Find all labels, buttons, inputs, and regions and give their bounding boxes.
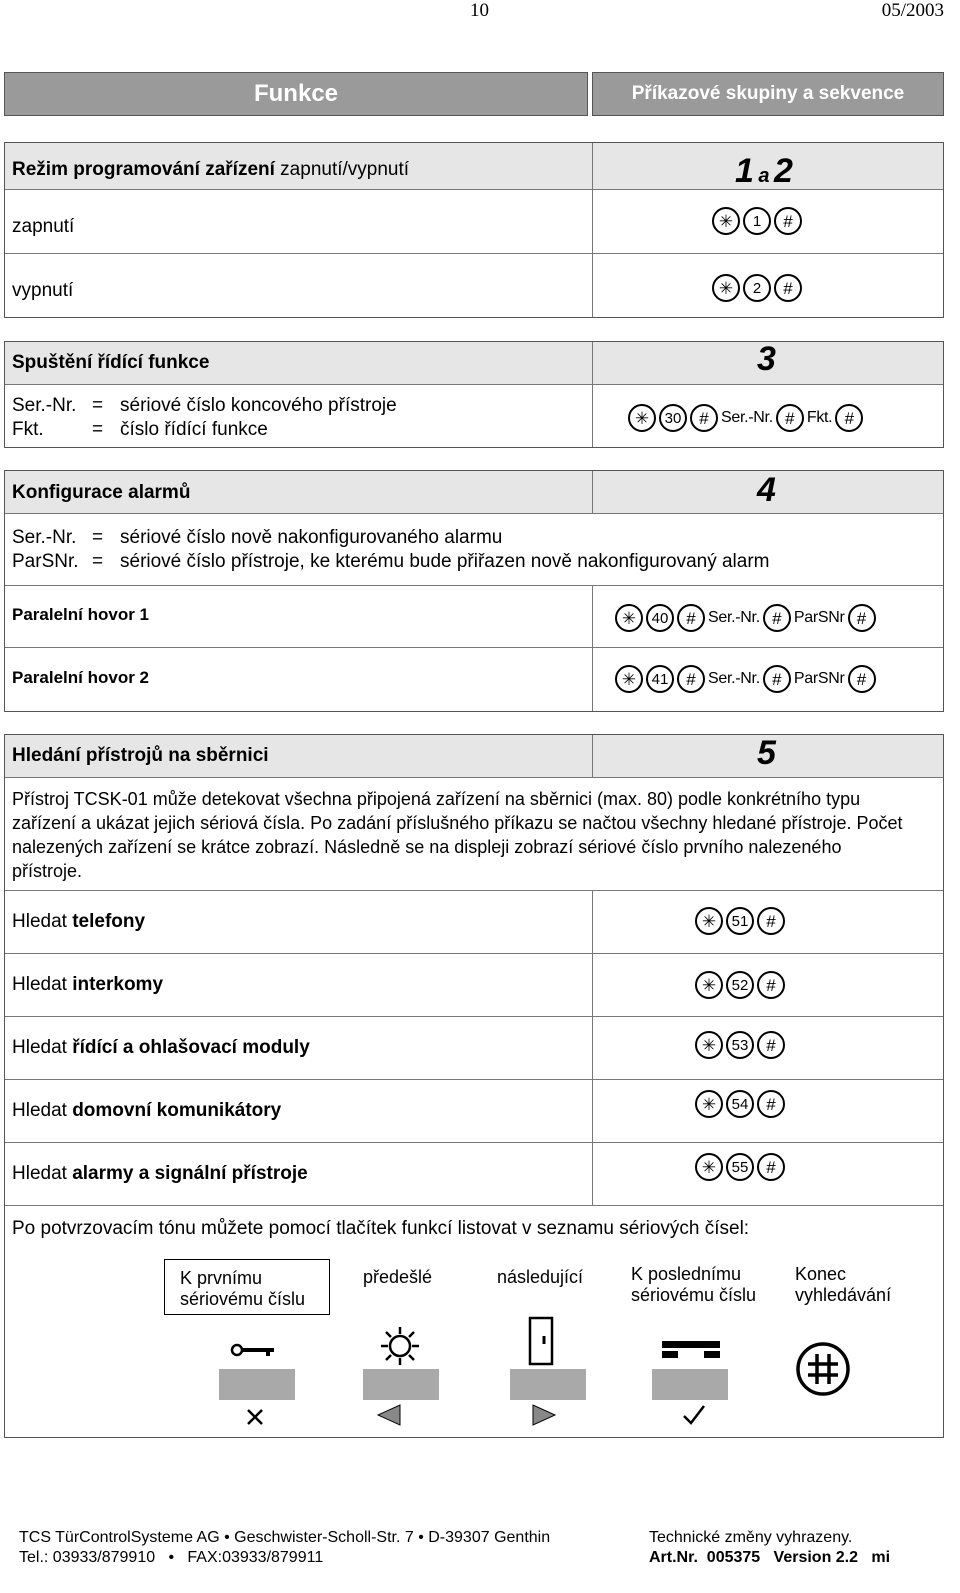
definition-serial: Ser.-Nr. = sériové číslo koncového přístroje Fkt. = číslo řídící funkce — [12, 395, 397, 440]
hash-key-icon: # — [835, 404, 863, 432]
hash-key-icon: # — [677, 665, 705, 693]
search-row-intercoms: Hledat interkomy — [12, 974, 164, 995]
function-button-next[interactable] — [510, 1369, 586, 1400]
group-number-1-2: 1 a 2 — [735, 152, 793, 190]
page-number: 10 — [470, 0, 489, 21]
star-key-icon: ✳ — [695, 907, 723, 935]
hash-key-icon: # — [848, 665, 876, 693]
digit-key: 2 — [743, 274, 771, 302]
digit-key: 54 — [726, 1090, 754, 1118]
section-bus-search-title: Hledání přístrojů na sběrnici — [12, 745, 269, 766]
document-date: 05/2003 — [881, 0, 944, 21]
triangle-left-icon — [376, 1403, 402, 1427]
group-number-3: 3 — [757, 340, 776, 378]
key-sequence-search-phones — [695, 907, 785, 935]
star-key-icon: ✳ — [712, 274, 740, 302]
row-label-on: zapnutí — [12, 216, 75, 237]
door-icon — [528, 1316, 556, 1366]
digit-key: 52 — [726, 971, 754, 999]
star-key-icon: ✳ — [712, 207, 740, 235]
key-sequence-search-door-stations — [695, 1090, 785, 1118]
column-header-commands-label: Příkazové skupiny a sekvence — [631, 83, 905, 104]
row-label-parallel-call-2: Paralelní hovor 2 — [12, 668, 149, 687]
hash-key-icon: # — [774, 274, 802, 302]
star-key-icon: ✳ — [695, 1031, 723, 1059]
hash-key-icon: # — [776, 404, 804, 432]
function-button-first[interactable] — [219, 1369, 295, 1400]
star-key-icon: ✳ — [628, 404, 656, 432]
hash-key-icon: # — [763, 604, 791, 632]
column-header-commands — [592, 72, 944, 116]
footer-phone: Tel.: 03933/879910 • FAX:03933/879911 — [19, 1549, 324, 1566]
key-sequence-off — [712, 274, 802, 302]
serial-placeholder: Ser.-Nr. — [708, 670, 760, 687]
footer-article: Art.Nr. 005375 Version 2.2 mi — [649, 1549, 891, 1566]
digit-key: 40 — [646, 604, 674, 632]
hash-key-icon: # — [774, 207, 802, 235]
row-label-off: vypnutí — [12, 280, 74, 301]
search-row-alarms: Hledat alarmy a signální přístroje — [12, 1163, 308, 1184]
section-programming-mode-title: Režim programování zařízení zapnutí/vypnutí — [12, 159, 410, 180]
star-key-icon: ✳ — [695, 971, 723, 999]
triangle-right-icon — [531, 1403, 557, 1427]
star-key-icon: ✳ — [615, 665, 643, 693]
search-row-control-modules: Hledat řídící a ohlašovací moduly — [12, 1037, 310, 1058]
star-key-icon: ✳ — [695, 1153, 723, 1181]
footer-company: TCS TürControlSysteme AG • Geschwister-Scholl-Str. 7 • D-39307 Genthin — [19, 1529, 551, 1546]
key-sequence-search-modules — [695, 1031, 785, 1059]
hash-key-icon: # — [757, 1090, 785, 1118]
column-header-function — [4, 72, 588, 116]
digit-key: 30 — [659, 404, 687, 432]
nav-label-first: K prvnímu sériovému číslu — [164, 1259, 330, 1315]
section-alarm-config-title: Konfigurace alarmů — [12, 482, 191, 503]
key-sequence-on — [712, 207, 802, 235]
digit-key: 41 — [646, 665, 674, 693]
function-placeholder: Fkt. — [806, 409, 833, 426]
hash-key-icon: # — [677, 604, 705, 632]
definition-parsnr: Ser.-Nr. = sériové číslo nově nakonfigurovaného alarmu ParSNr. = sériové číslo přístroje, ke kterému bude přiřazen nově nakonfigurovaný alarm — [12, 527, 770, 572]
check-icon — [682, 1404, 706, 1426]
search-row-phones: Hledat telefony — [12, 911, 146, 932]
function-button-previous[interactable] — [363, 1369, 439, 1400]
serial-placeholder: Ser.-Nr. — [708, 609, 760, 626]
key-icon — [229, 1338, 277, 1362]
cross-icon — [246, 1408, 264, 1426]
navigation-intro: Po potvrzovacím tónu můžete pomocí tlačítek funkcí listovat v seznamu sériových čísel: — [12, 1218, 750, 1239]
key-sequence-control — [628, 404, 863, 432]
key-sequence-search-intercoms — [695, 971, 785, 999]
serial-placeholder: Ser.-Nr. — [721, 409, 773, 426]
bus-search-description: Přístroj TCSK-01 může detekovat všechna připojená zařízení na sběrnici (max. 80) podle konkrétního typu zařízení a ukázat jejich sériová čísla. Po zadání příslušného příkazu se načtou všechny hledané přístroje. Počet nalezených zařízení se krátce zobrazí. Následně se na displeji zobrazí sériové číslo prvního nalezeného přístroje. — [12, 789, 903, 881]
hash-key-icon: # — [757, 907, 785, 935]
section-control-function-title: Spuštění řídící funkce — [12, 352, 210, 373]
handset-icon — [661, 1340, 721, 1360]
hash-key-icon: # — [757, 1031, 785, 1059]
star-key-icon: ✳ — [615, 604, 643, 632]
nav-label-end: Konec vyhledávání — [795, 1264, 892, 1305]
hash-key-icon: # — [848, 604, 876, 632]
key-sequence-parallel-1 — [615, 604, 876, 632]
row-label-parallel-call-1: Paralelní hovor 1 — [12, 605, 149, 624]
group-number-5: 5 — [757, 734, 776, 772]
digit-key: 1 — [743, 207, 771, 235]
digit-key: 51 — [726, 907, 754, 935]
footer-note: Technické změny vyhrazeny. — [649, 1529, 853, 1546]
column-header-function-label: Funkce — [253, 80, 339, 107]
parsnr-placeholder: ParSNr — [793, 609, 845, 626]
hash-button-icon — [795, 1341, 851, 1397]
nav-label-last: K poslednímu sériovému číslu — [631, 1264, 757, 1305]
key-sequence-search-alarms — [695, 1153, 785, 1181]
hash-key-icon: # — [763, 665, 791, 693]
search-row-door-stations: Hledat domovní komunikátory — [12, 1100, 282, 1121]
group-number-4: 4 — [757, 471, 776, 509]
parsnr-placeholder: ParSNr — [793, 670, 845, 687]
hash-key-icon: # — [757, 1153, 785, 1181]
digit-key: 55 — [726, 1153, 754, 1181]
hash-key-icon: # — [757, 971, 785, 999]
nav-label-next: následující — [497, 1267, 584, 1287]
hash-key-icon: # — [690, 404, 718, 432]
sun-icon — [380, 1326, 420, 1366]
star-key-icon: ✳ — [695, 1090, 723, 1118]
nav-label-previous: předešlé — [363, 1267, 433, 1287]
digit-key: 53 — [726, 1031, 754, 1059]
key-sequence-parallel-2 — [615, 665, 876, 693]
function-button-last[interactable] — [652, 1369, 728, 1400]
